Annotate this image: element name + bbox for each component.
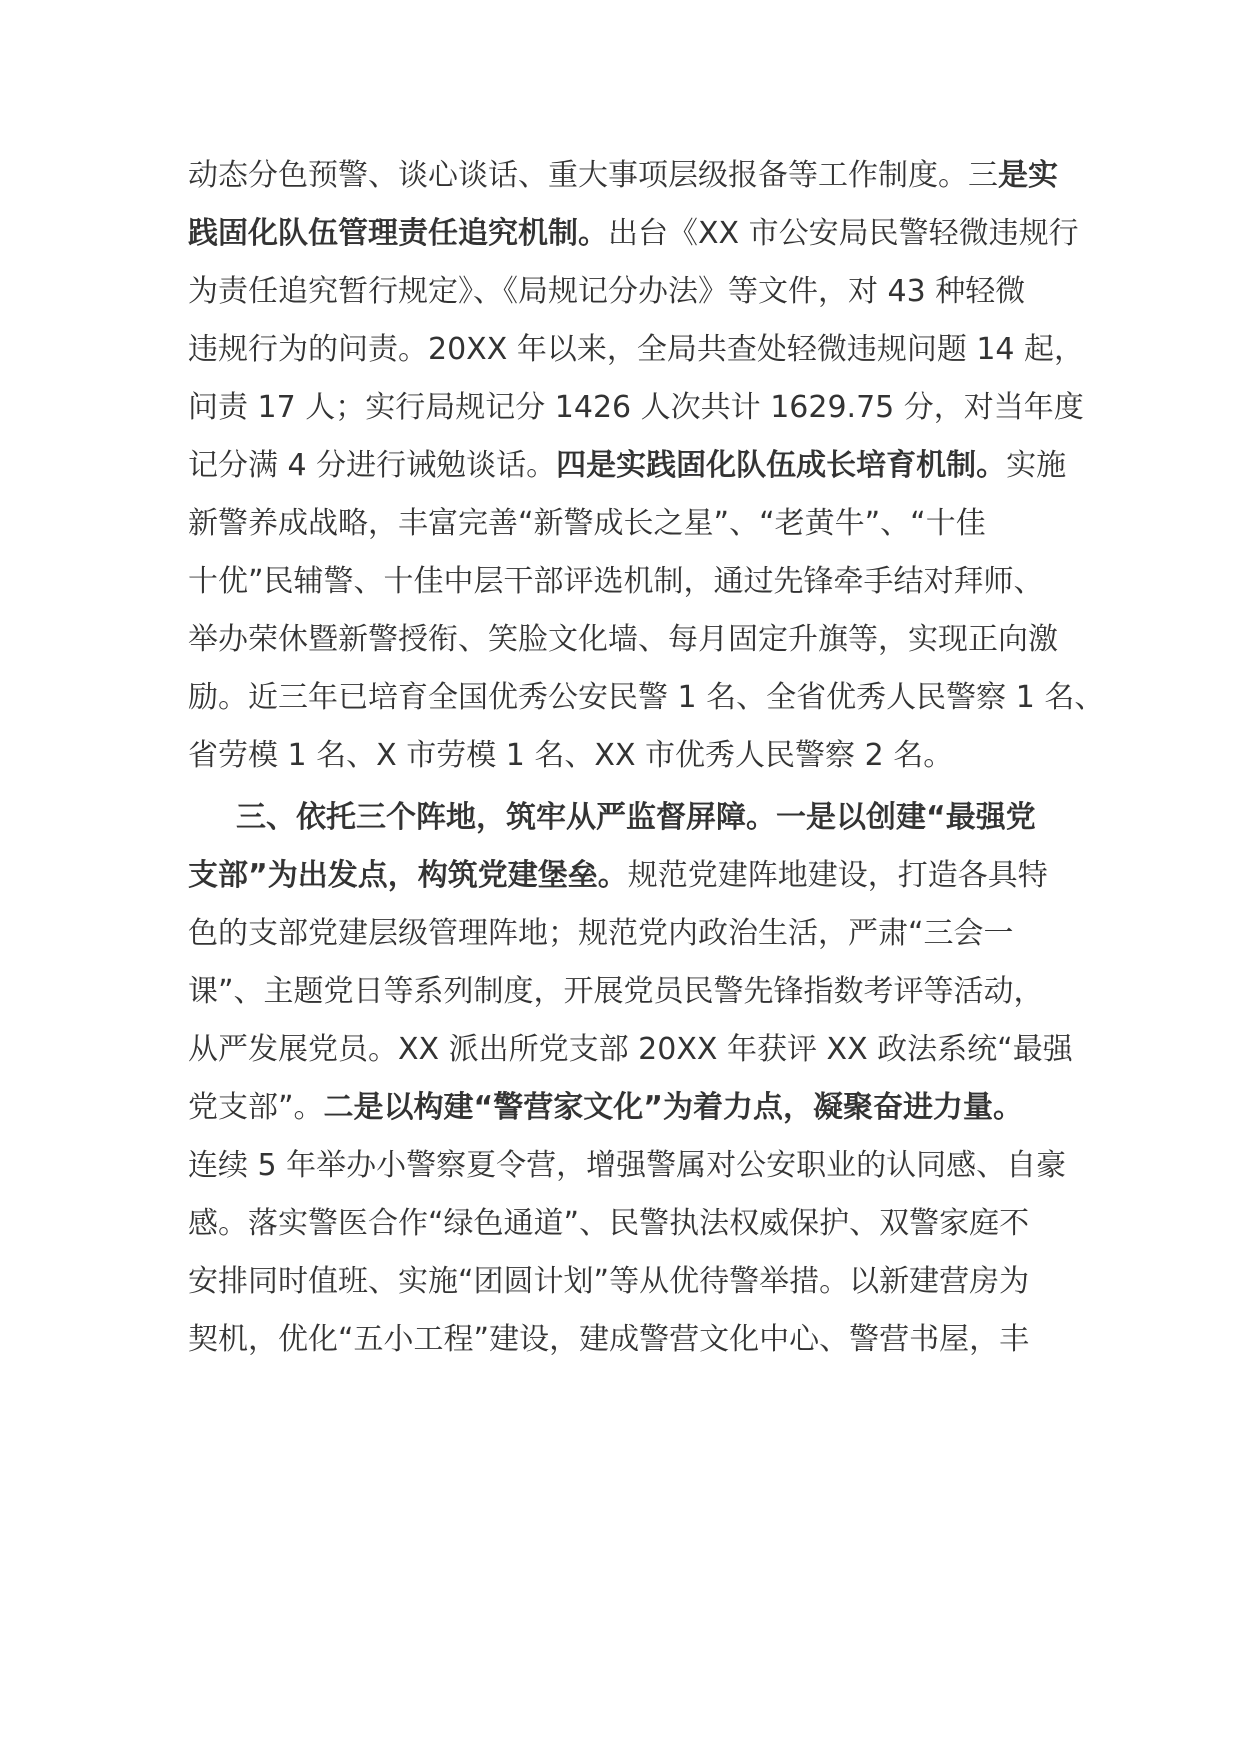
text-run: 出台《XX 市公安局民警轻微违规行 xyxy=(608,216,1079,251)
text-line xyxy=(188,270,1025,314)
text-line xyxy=(188,1144,1066,1188)
text-line xyxy=(188,734,953,778)
text-line xyxy=(188,1028,1073,1072)
text-line xyxy=(188,1202,1029,1246)
text-run: 励。近三年已培育全国优秀公安民警 1 名、全省优秀人民警察 1 名、 xyxy=(188,680,1105,715)
text-line xyxy=(188,212,1079,256)
text-run: 色的支部党建层级管理阵地；规范党内政治生活，严肃“三会一 xyxy=(188,916,1014,951)
text-run: 感。落实警医合作“绿色通道”、民警执法权威保护、双警家庭不 xyxy=(188,1206,1030,1241)
bold-text-run: 三、依托三个阵地，筑牢从严监督屏障。一是以创建“最强党 xyxy=(236,800,1036,835)
bold-text-run: 践固化队伍管理责任追究机制。 xyxy=(188,216,608,251)
text-line xyxy=(188,560,1044,604)
text-run: 安排同时值班、实施“团圆计划”等从优待警举措。以新建营房为 xyxy=(188,1264,1030,1299)
text-line xyxy=(188,386,1084,430)
text-run: 记分满 4 分进行诫勉谈话。 xyxy=(188,448,557,483)
section-heading-line xyxy=(236,796,1036,840)
text-line xyxy=(188,1086,1023,1130)
text-line xyxy=(188,676,1104,720)
text-run: 举办荣休暨新警授衔、笑脸文化墙、每月固定升旗等，实现正向激 xyxy=(188,622,1058,657)
bold-text-run: 二是以构建“警营家文化”为着力点，凝聚奋进力量。 xyxy=(323,1090,1023,1125)
text-run: 省劳模 1 名、X 市劳模 1 名、XX 市优秀人民警察 2 名。 xyxy=(188,738,954,773)
text-line xyxy=(188,444,1066,488)
text-run: 课”、主题党日等系列制度，开展党员民警先锋指数考评等活动， xyxy=(188,974,1044,1009)
text-run: 连续 5 年举办小警察夏令营，增强警属对公安职业的认同感、自豪 xyxy=(188,1148,1067,1183)
bold-text-run: 四是实践固化队伍成长培育机制。 xyxy=(556,448,1007,483)
text-run: 实施 xyxy=(1006,448,1067,483)
text-line xyxy=(188,328,1084,372)
text-run: 党支部”。 xyxy=(188,1090,324,1125)
text-run: 问责 17 人；实行局规记分 1426 人次共计 1629.75 分，对当年度 xyxy=(188,390,1084,425)
text-line xyxy=(188,1260,1029,1304)
text-run: 新警养成战略，丰富完善“新警成长之星”、“老黄牛”、“十佳 xyxy=(188,506,986,541)
text-run: 契机，优化“五小工程”建设，建成警营文化中心、警营书屋，丰 xyxy=(188,1322,1030,1357)
bold-text-run: 支部”为出发点，构筑党建堡垒。 xyxy=(188,858,628,893)
text-line xyxy=(188,154,1058,198)
text-line xyxy=(188,618,1058,662)
text-run: 为责任追究暂行规定》、《局规记分办法》等文件，对 43 种轻微 xyxy=(188,274,1026,309)
bold-text-run: 是实 xyxy=(998,158,1058,193)
text-line xyxy=(188,502,986,546)
text-line xyxy=(188,854,1048,898)
text-run: 违规行为的问责。20XX 年以来，全局共查处轻微违规问题 14 起， xyxy=(188,332,1085,367)
text-line xyxy=(188,970,1044,1014)
text-run: 动态分色预警、谈心谈话、重大事项层级报备等工作制度。三 xyxy=(188,158,998,193)
text-run: 十优”民辅警、十佳中层干部评选机制，通过先锋牵手结对拜师、 xyxy=(188,564,1044,599)
text-run: 规范党建阵地建设，打造各具特 xyxy=(627,858,1048,893)
text-line xyxy=(188,912,1014,956)
text-run: 从严发展党员。XX 派出所党支部 20XX 年获评 XX 政法系统“最强 xyxy=(188,1032,1073,1067)
text-line xyxy=(188,1318,1029,1362)
